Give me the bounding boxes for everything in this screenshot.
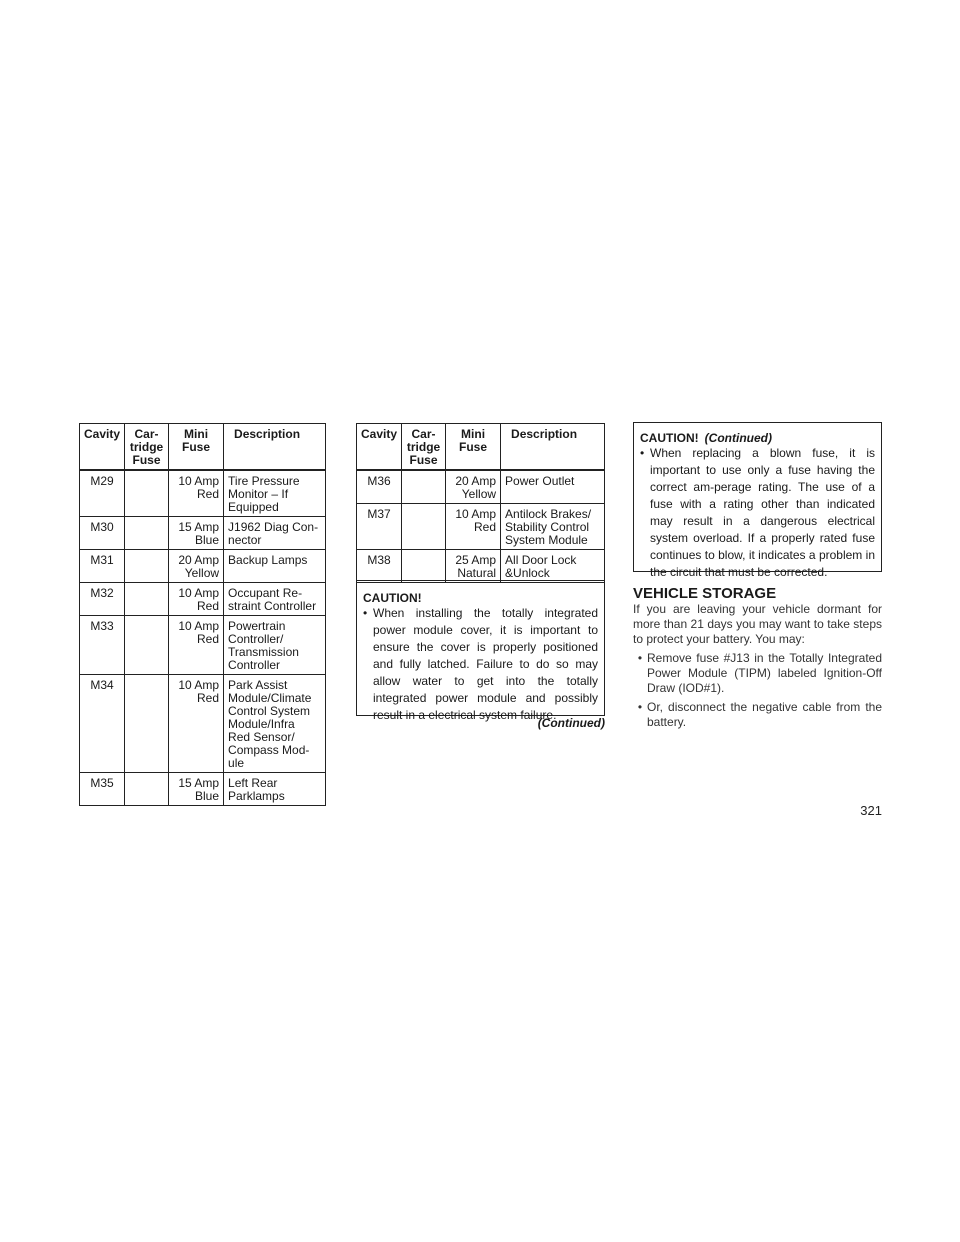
cartridge-fuse-cell (125, 583, 169, 616)
cartridge-fuse-cell (125, 550, 169, 583)
description-cell: Park Assist Module/Climate Control System Module/Infra Red Sensor/ Compass Mod- ule (224, 675, 326, 773)
table-row (80, 550, 326, 583)
cavity-cell: M38 (357, 550, 402, 583)
cartridge-fuse-cell (125, 517, 169, 550)
fuse-table-mid-body (357, 470, 605, 583)
table-row (80, 583, 326, 616)
cavity-cell: M36 (357, 470, 402, 504)
header-cartridge-fuse: Car- tridge Fuse (125, 424, 169, 471)
list-item-text: Remove fuse #J13 in the Totally Integrated Power Module (TIPM) labeled Ignition-Off Draw (IOD#1). (647, 651, 882, 695)
table-row (357, 504, 605, 550)
header-cartridge-fuse: Car- tridge Fuse (402, 424, 446, 471)
fuse-table-left-body (80, 470, 326, 806)
table-header-row (357, 424, 605, 471)
caution-title: CAUTION! (363, 591, 422, 605)
description-cell: All Door Lock &Unlock (501, 550, 605, 583)
caution-box-blown-fuse (633, 422, 882, 579)
list-item (633, 700, 882, 730)
caution-title: CAUTION! (Continued) (640, 431, 772, 445)
mini-fuse-cell: 10 Amp Red (169, 675, 224, 773)
bullet-icon: • (640, 446, 645, 460)
description-cell: Tire Pressure Monitor – If Equipped (224, 470, 326, 517)
cartridge-fuse-cell (402, 470, 446, 504)
table-row (357, 470, 605, 504)
table-row (80, 773, 326, 806)
description-cell: Backup Lamps (224, 550, 326, 583)
mini-fuse-cell: 15 Amp Blue (169, 773, 224, 806)
caution-text: When installing the totally integrated power module cover, it is important to ensure the cover is properly positioned and fully latched. Failure to do so may allow water to get into the totally integrated power module and possibly result in a electrical system failure. (373, 606, 598, 722)
cavity-cell: M30 (80, 517, 125, 550)
header-mini-fuse: Mini Fuse (169, 424, 224, 471)
cartridge-fuse-cell (125, 675, 169, 773)
cavity-cell: M33 (80, 616, 125, 675)
list-item (633, 651, 882, 696)
mini-fuse-cell: 20 Amp Yellow (169, 550, 224, 583)
caution-continued: (Continued) (704, 431, 772, 445)
mini-fuse-cell: 10 Amp Red (169, 583, 224, 616)
mini-fuse-cell: 10 Amp Red (446, 504, 501, 550)
bullet-icon: • (637, 700, 643, 714)
fuse-table-mid (356, 423, 605, 583)
page-number: 321 (860, 803, 882, 818)
cartridge-fuse-cell (402, 550, 446, 583)
cavity-cell: M31 (80, 550, 125, 583)
vehicle-storage-section (633, 585, 882, 730)
section-intro: If you are leaving your vehicle dormant for more than 21 days you may want to take steps to protect your battery. You may: (633, 602, 882, 646)
header-mini-fuse: Mini Fuse (446, 424, 501, 471)
caution-item (363, 605, 598, 724)
cartridge-fuse-cell (125, 470, 169, 517)
caution-box-tipm-cover (356, 580, 605, 722)
cavity-cell: M34 (80, 675, 125, 773)
table-row (80, 616, 326, 675)
table-row (80, 470, 326, 517)
cavity-cell: M35 (80, 773, 125, 806)
header-description: Description (501, 424, 605, 471)
caution-item (640, 445, 875, 581)
cartridge-fuse-cell (402, 504, 446, 550)
table-header-row (80, 424, 326, 471)
bullet-icon: • (363, 606, 368, 620)
mini-fuse-cell: 15 Amp Blue (169, 517, 224, 550)
section-heading: VEHICLE STORAGE (633, 585, 777, 602)
caution-text: When replacing a blown fuse, it is important to use only a fuse having the correct am-perage rating. The use of a fuse with a rating other than indicated may result in a dangerous electrical system overload. If a properly rated fuse continues to blow, it indicates a problem in the circuit that must be corrected. (650, 446, 875, 579)
list-item-text: Or, disconnect the negative cable from the battery. (647, 700, 882, 729)
description-cell: Occupant Re- straint Controller (224, 583, 326, 616)
description-cell: Left Rear Parklamps (224, 773, 326, 806)
mini-fuse-cell: 20 Amp Yellow (446, 470, 501, 504)
description-cell: Power Outlet (501, 470, 605, 504)
cavity-cell: M29 (80, 470, 125, 517)
description-cell: Antilock Brakes/ Stability Control System Module (501, 504, 605, 550)
cavity-cell: M37 (357, 504, 402, 550)
bullet-icon: • (637, 651, 643, 665)
continued-label: (Continued) (537, 716, 605, 730)
header-description: Description (224, 424, 326, 471)
fuse-table-left (79, 423, 326, 806)
mini-fuse-cell: 25 Amp Natural (446, 550, 501, 583)
mini-fuse-cell: 10 Amp Red (169, 616, 224, 675)
table-row (357, 550, 605, 583)
header-cavity: Cavity (357, 424, 402, 471)
description-cell: J1962 Diag Con- nector (224, 517, 326, 550)
header-cavity: Cavity (80, 424, 125, 471)
description-cell: Powertrain Controller/ Transmission Controller (224, 616, 326, 675)
table-row (80, 517, 326, 550)
cavity-cell: M32 (80, 583, 125, 616)
mini-fuse-cell: 10 Amp Red (169, 470, 224, 517)
cartridge-fuse-cell (125, 616, 169, 675)
table-row (80, 675, 326, 773)
cartridge-fuse-cell (125, 773, 169, 806)
